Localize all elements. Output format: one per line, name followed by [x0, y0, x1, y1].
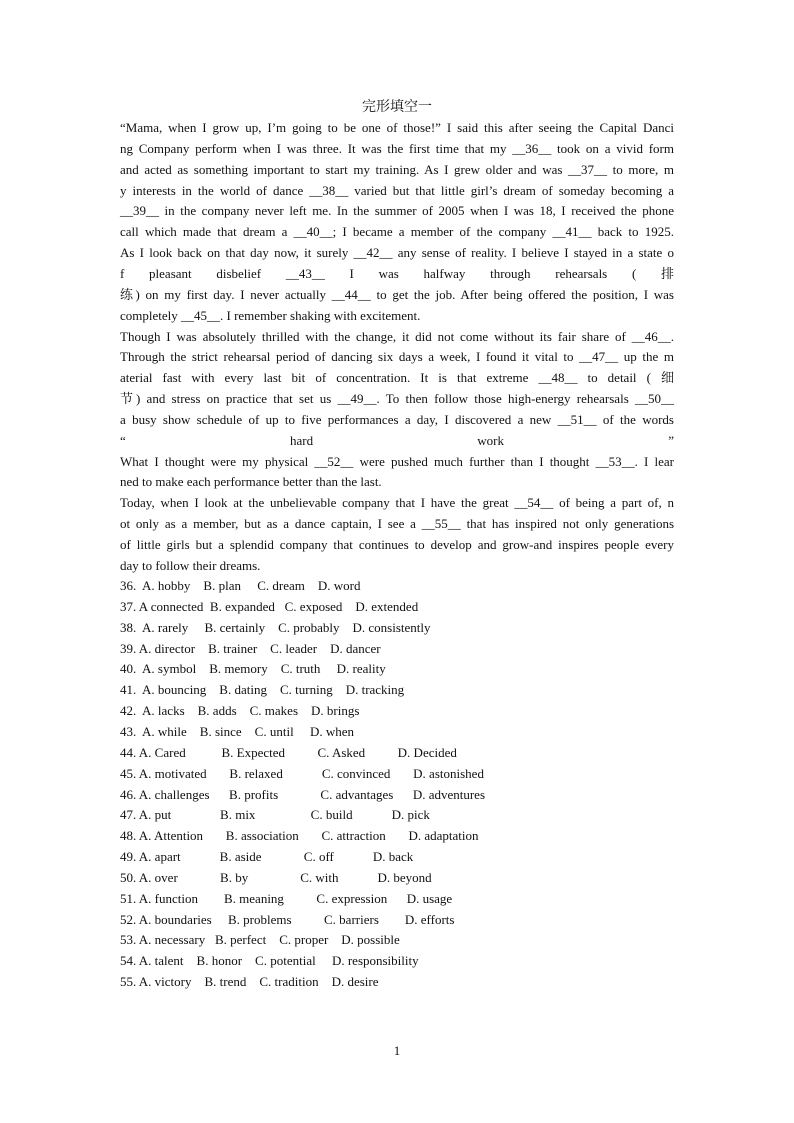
option-row: 48. A. Attention B. association C. attraction D. adaptation — [120, 828, 479, 844]
passage-line: call which made that dream a __40__; I became a member of the company __41__ back to 1925. — [120, 224, 674, 240]
option-row: 37. A connected B. expanded C. exposed D. extended — [120, 598, 419, 614]
option-row: 47. A. put B. mix C. build D. pick — [120, 807, 430, 823]
option-row: 54. A. talent B. honor C. potential D. responsibility — [120, 953, 419, 969]
option-row: 50. A. over B. by C. with D. beyond — [120, 869, 432, 885]
passage-line: 练) on my first day. I never actually __44__ to get the job. After being offered the position, I was — [120, 286, 674, 302]
option-row: 46. A. challenges B. profits C. advantages D. adventures — [120, 786, 486, 802]
page-title: 完形填空一 — [362, 99, 432, 115]
passage-line: Through the strict rehearsal period of dancing six days a week, I found it vital to __47__ up the m — [120, 349, 674, 365]
option-row: 41. A. bouncing B. dating C. turning D. tracking — [120, 682, 405, 698]
passage-line: f pleasant disbelief __43__ I was halfway through rehearsals ( 排 — [120, 265, 674, 281]
option-row: 52. A. boundaries B. problems C. barriers D. efforts — [120, 911, 455, 927]
passage-line: Though I was absolutely thrilled with the change, it did not come without its fair share of __46__. — [120, 328, 674, 344]
option-row: 49. A. apart B. aside C. off D. back — [120, 849, 414, 865]
passage-line: y interests in the world of dance __38__ varied but that little girl’s dream of someday becoming a — [120, 182, 674, 198]
option-row: 38. A. rarely B. certainly C. probably D. consistently — [120, 619, 431, 635]
passage-line: __39__ in the company never left me. In the summer of 2005 when I was 18, I received the phone — [120, 203, 674, 219]
passage-line: As I look back on that day now, it surely __42__ any sense of reality. I believe I stayed in a state o — [120, 245, 674, 261]
passage-line: 节) and stress on practice that set us __49__. To then follow those high-energy rehearsals __50__ — [120, 391, 674, 407]
page-number: 1 — [393, 1043, 401, 1058]
passage-line: completely __45__. I remember shaking with excitement. — [120, 307, 421, 323]
passage-line: What I thought were my physical __52__ were pushed much further than I thought __53__. I lear — [120, 453, 674, 469]
passage-line: aterial fast with every last bit of concentration. It is that extreme __48__ to detail ( 细 — [120, 370, 674, 386]
option-row: 36. A. hobby B. plan C. dream D. word — [120, 578, 361, 593]
passage-line: of little girls but a splendid company that continues to develop and grow-and inspires people every — [120, 537, 674, 552]
option-row: 55. A. victory B. trend C. tradition D. desire — [120, 974, 379, 990]
passage-line: day to follow their dreams. — [120, 557, 261, 573]
option-row: 43. A. while B. since C. until D. when — [120, 723, 354, 739]
passage-line: “Mama, when I grow up, I’m going to be one of those!” I said this after seeing the Capital Danci — [120, 120, 674, 135]
option-row: 42. A. lacks B. adds C. makes D. brings — [120, 703, 360, 719]
option-row: 40. A. symbol B. memory C. truth D. reality — [120, 661, 386, 677]
option-row: 39. A. director B. trainer C. leader D. dancer — [120, 640, 381, 656]
option-row: 51. A. function B. meaning C. expression D. usage — [120, 890, 453, 906]
passage-line: “ hard work ” — [120, 432, 674, 448]
option-row: 53. A. necessary B. perfect C. proper D. possible — [120, 932, 400, 948]
option-row: 44. A. Cared B. Expected C. Asked D. Decided — [120, 744, 457, 760]
passage-line: and acted as something important to start my training. As I grew older and was __37__ to more, m — [120, 161, 674, 177]
passage-line: Today, when I look at the unbelievable company that I have the great __54__ of being a part of, n — [120, 495, 674, 511]
option-row: 45. A. motivated B. relaxed C. convinced D. astonished — [120, 765, 484, 781]
passage-line: a busy show schedule of up to five performances a day, I discovered a new __51__ of the words — [120, 411, 674, 427]
passage-line: ot only as a member, but as a dance captain, I see a __55__ that has inspired not only generations — [120, 516, 674, 532]
passage-line: ned to make each performance better than the last. — [120, 474, 382, 490]
passage-line: ng Company perform when I was three. It was the first time that my __36__ took on a vivid form — [120, 140, 674, 156]
